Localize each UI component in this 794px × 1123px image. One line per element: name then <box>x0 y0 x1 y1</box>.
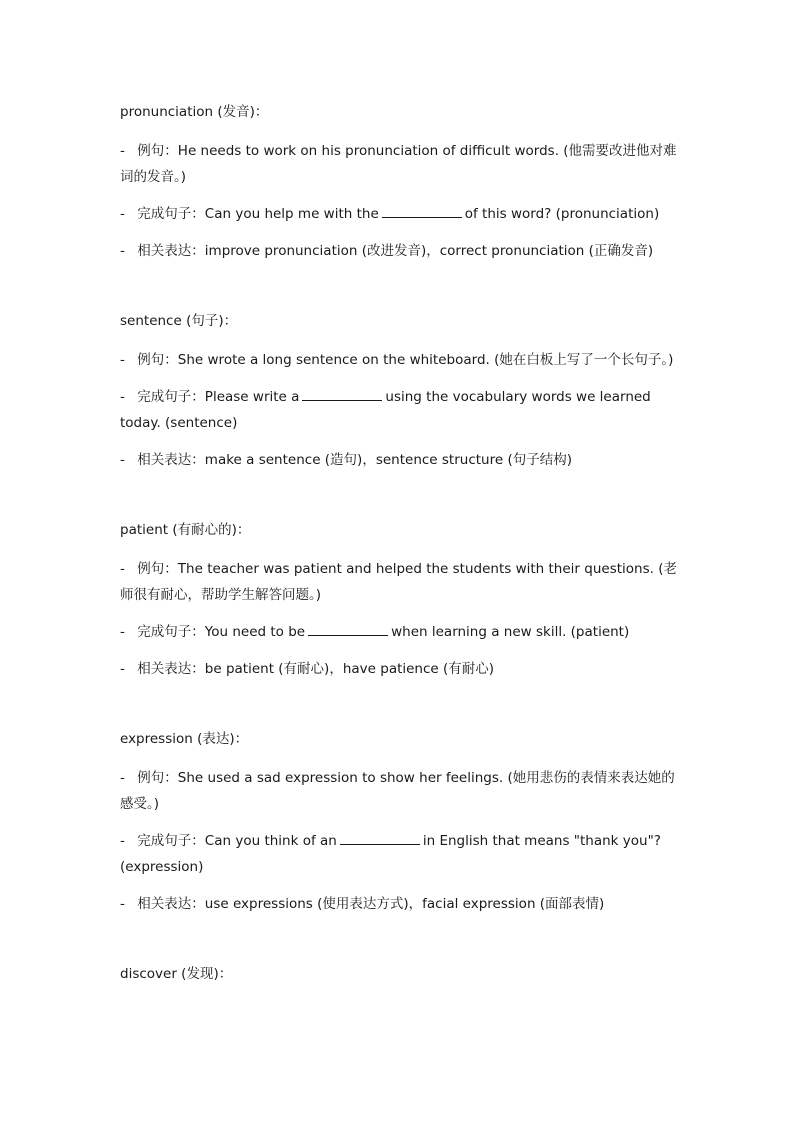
related-expressions: - 相关表达：make a sentence (造句)，sentence structure (句子结构) <box>120 452 572 468</box>
related-text: improve pronunciation (改进发音)，correct pronunciation (正确发音) <box>204 243 654 259</box>
entry-heading: expression (表达)： <box>120 731 249 747</box>
example-text: She used a sad expression to show her feelings. (她用悲伤的表情来表达她的感受。) <box>120 770 675 812</box>
blank-line <box>302 386 382 401</box>
related-expressions: - 相关表达：improve pronunciation (改进发音)，correct pronunciation (正确发音) <box>120 243 654 259</box>
fill-in-sentence: - 完成句子：You need to be when learning a new skill. (patient) <box>120 619 680 645</box>
blank-line <box>382 203 462 218</box>
fill-before: Please write a <box>204 389 300 405</box>
example-sentence: - 例句：She wrote a long sentence on the whiteboard. (她在白板上写了一个长句子。) <box>120 352 674 368</box>
vocab-entry-sentence <box>120 310 680 473</box>
related-label: 相关表达： <box>137 661 205 677</box>
fill-label: 完成句子： <box>137 833 205 849</box>
fill-in-sentence: - 完成句子：Please write a using the vocabulary words we learned today. (sentence) <box>120 384 680 436</box>
fill-before: Can you think of an <box>204 833 337 849</box>
related-text: make a sentence (造句)，sentence structure (句子结构) <box>204 452 572 468</box>
fill-in-sentence: - 完成句子：Can you help me with the of this word? (pronunciation) <box>120 201 680 227</box>
fill-label: 完成句子： <box>137 206 205 222</box>
blank-line <box>340 830 420 845</box>
fill-after: when learning a new skill. (patient) <box>391 624 630 640</box>
vocab-entry-discover <box>120 963 680 985</box>
fill-label: 完成句子： <box>137 624 205 640</box>
example-label: 例句： <box>137 561 178 577</box>
entry-heading: patient (有耐心的)： <box>120 522 251 538</box>
example-sentence: - 例句：He needs to work on his pronunciation of difficult words. (他需要改进他对难词的发音。) <box>120 143 677 185</box>
related-text: be patient (有耐心)，have patience (有耐心) <box>204 661 495 677</box>
blank-line <box>308 621 388 636</box>
related-text: use expressions (使用表达方式)，facial expression (面部表情) <box>204 896 605 912</box>
related-label: 相关表达： <box>137 896 205 912</box>
entry-heading: sentence (句子)： <box>120 313 238 329</box>
example-sentence: - 例句：She used a sad expression to show her feelings. (她用悲伤的表情来表达她的感受。) <box>120 770 675 812</box>
fill-before: You need to be <box>204 624 306 640</box>
entry-heading: pronunciation (发音)： <box>120 104 269 120</box>
fill-after: in English that means "thank you"? (expression) <box>120 833 661 875</box>
related-label: 相关表达： <box>137 452 205 468</box>
fill-in-sentence: - 完成句子：Can you think of an in English that means "thank you"? (expression) <box>120 828 680 880</box>
related-label: 相关表达： <box>137 243 205 259</box>
related-expressions: - 相关表达：use expressions (使用表达方式)，facial expression (面部表情) <box>120 896 605 912</box>
fill-before: Can you help me with the <box>204 206 379 222</box>
entry-heading: discover (发现)： <box>120 966 233 982</box>
example-label: 例句： <box>137 770 178 786</box>
example-text: The teacher was patient and helped the students with their questions. (老师很有耐心，帮助学生解答问题。) <box>120 561 677 603</box>
vocab-entry-patient <box>120 519 680 682</box>
example-label: 例句： <box>137 352 178 368</box>
example-label: 例句： <box>137 143 178 159</box>
related-expressions: - 相关表达：be patient (有耐心)，have patience (有耐心) <box>120 661 495 677</box>
vocab-entry-pronunciation <box>120 101 680 264</box>
fill-label: 完成句子： <box>137 389 205 405</box>
example-sentence: - 例句：The teacher was patient and helped the students with their questions. (老师很有耐心，帮助学生解答问题。) <box>120 561 677 603</box>
example-text: She wrote a long sentence on the whiteboard. (她在白板上写了一个长句子。) <box>177 352 674 368</box>
vocab-entry-expression <box>120 728 680 917</box>
fill-after: of this word? (pronunciation) <box>464 206 660 222</box>
example-text: He needs to work on his pronunciation of difficult words. (他需要改进他对难词的发音。) <box>120 143 677 185</box>
document-body <box>120 101 680 1000</box>
fill-after: using the vocabulary words we learned today. (sentence) <box>120 389 651 431</box>
